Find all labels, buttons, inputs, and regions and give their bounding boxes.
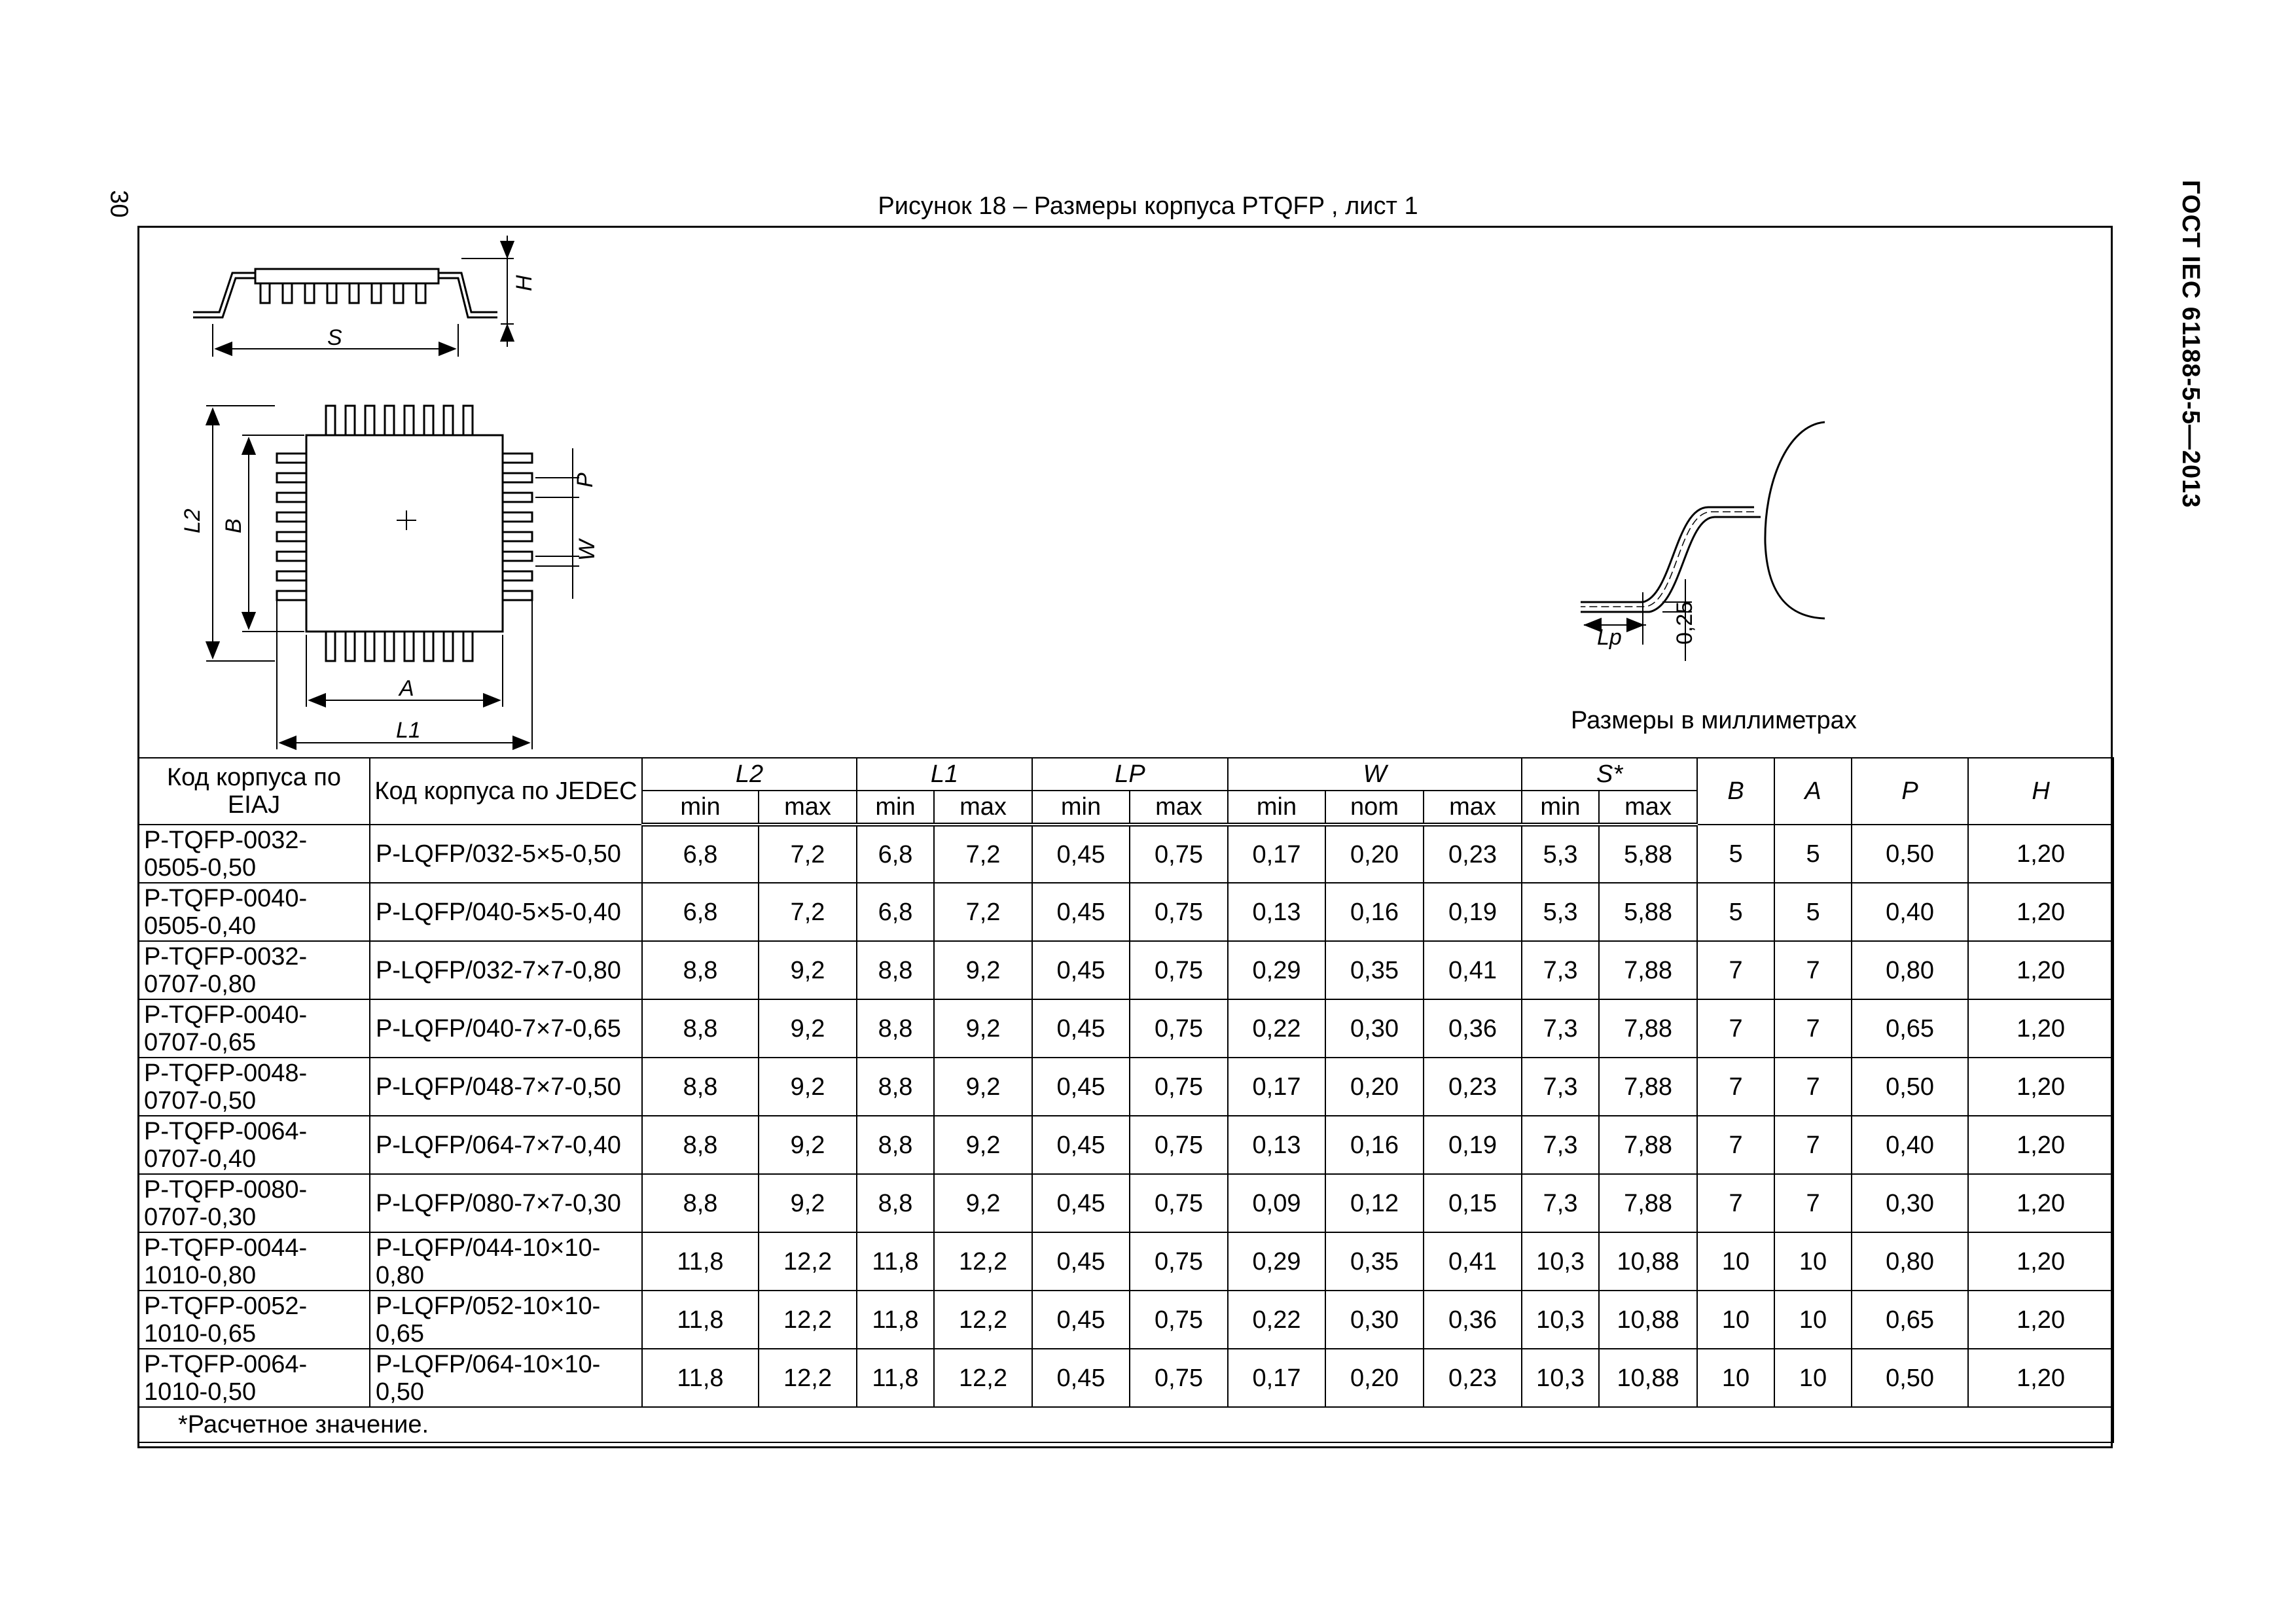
- cell-value: 0,75: [1130, 1291, 1228, 1349]
- cell-jedec-code: P-LQFP/044-10×10-0,80: [370, 1232, 642, 1291]
- figure-title: Рисунок 18 – Размеры корпуса PTQFP , лист 1: [878, 192, 1418, 220]
- cell-value: 11,8: [642, 1291, 759, 1349]
- table-row: [138, 1291, 2113, 1349]
- cell-value: 11,8: [857, 1291, 934, 1349]
- cell-value: 0,17: [1228, 1349, 1325, 1407]
- header-min: min: [1522, 791, 1599, 825]
- cell-value: 0,19: [1424, 1116, 1522, 1174]
- cell-value: 0,09: [1228, 1174, 1325, 1232]
- cell-value: 7: [1774, 999, 1852, 1058]
- cell-value: 7,88: [1599, 1174, 1697, 1232]
- header-p: P: [1852, 758, 1968, 825]
- cell-jedec-code: P-LQFP/032-5×5-0,50: [370, 825, 642, 883]
- cell-value: 0,75: [1130, 999, 1228, 1058]
- cell-value: 9,2: [934, 1058, 1032, 1116]
- cell-jedec-code: P-LQFP/064-10×10-0,50: [370, 1349, 642, 1407]
- cell-value: 5,3: [1522, 883, 1599, 941]
- page-number: 30: [105, 190, 133, 218]
- cell-value: 9,2: [759, 999, 857, 1058]
- cell-value: 7,2: [934, 825, 1032, 883]
- label-w: W: [575, 539, 600, 561]
- cell-value: 0,65: [1852, 999, 1968, 1058]
- cell-value: 0,45: [1032, 1116, 1130, 1174]
- cell-value: 0,16: [1325, 1116, 1424, 1174]
- cell-value: 0,75: [1130, 883, 1228, 941]
- cell-value: 8,8: [857, 1058, 934, 1116]
- header-nom: nom: [1325, 791, 1424, 825]
- cell-value: 7: [1774, 1174, 1852, 1232]
- dimensions-table: [137, 757, 2114, 1443]
- cell-value: 0,35: [1325, 941, 1424, 999]
- cell-value: 7,3: [1522, 1174, 1599, 1232]
- label-l1: L1: [396, 718, 421, 743]
- cell-value: 0,36: [1424, 1291, 1522, 1349]
- cell-value: 0,20: [1325, 1058, 1424, 1116]
- header-jedec: Код корпуса по JEDEC: [370, 758, 642, 825]
- cell-value: 0,45: [1032, 883, 1130, 941]
- cell-value: 8,8: [857, 941, 934, 999]
- cell-value: 0,65: [1852, 1291, 1968, 1349]
- cell-value: 1,20: [1968, 999, 2113, 1058]
- cell-value: 8,8: [642, 941, 759, 999]
- cell-eiaj-code: P-TQFP-0040-0707-0,65: [138, 999, 370, 1058]
- cell-value: 5,88: [1599, 825, 1697, 883]
- cell-value: 10,88: [1599, 1349, 1697, 1407]
- cell-value: 0,45: [1032, 1058, 1130, 1116]
- header-max: max: [1599, 791, 1697, 825]
- cell-value: 0,17: [1228, 1058, 1325, 1116]
- cell-value: 10: [1774, 1291, 1852, 1349]
- cell-value: 0,75: [1130, 1232, 1228, 1291]
- cell-value: 10,3: [1522, 1349, 1599, 1407]
- cell-jedec-code: P-LQFP/032-7×7-0,80: [370, 941, 642, 999]
- cell-value: 7,3: [1522, 1116, 1599, 1174]
- cell-value: 0,35: [1325, 1232, 1424, 1291]
- cell-value: 0,29: [1228, 1232, 1325, 1291]
- header-s: S*: [1522, 758, 1697, 791]
- cell-value: 12,2: [759, 1291, 857, 1349]
- table-row: [138, 941, 2113, 999]
- cell-value: 9,2: [759, 941, 857, 999]
- cell-value: 12,2: [759, 1232, 857, 1291]
- table-body: [138, 825, 2113, 1407]
- header-lp: LP: [1032, 758, 1228, 791]
- cell-value: 0,23: [1424, 825, 1522, 883]
- cell-value: 9,2: [934, 941, 1032, 999]
- cell-value: 7,3: [1522, 999, 1599, 1058]
- cell-value: 1,20: [1968, 1349, 2113, 1407]
- cell-value: 0,13: [1228, 883, 1325, 941]
- cell-jedec-code: P-LQFP/052-10×10-0,65: [370, 1291, 642, 1349]
- label-b: B: [221, 518, 246, 533]
- cell-value: 5: [1774, 883, 1852, 941]
- cell-value: 0,45: [1032, 999, 1130, 1058]
- cell-value: 0,30: [1325, 999, 1424, 1058]
- header-b: B: [1697, 758, 1774, 825]
- header-h: H: [1968, 758, 2113, 825]
- header-min: min: [1228, 791, 1325, 825]
- cell-value: 7,2: [759, 883, 857, 941]
- cell-eiaj-code: P-TQFP-0032-0707-0,80: [138, 941, 370, 999]
- standard-title: ГОСТ IEC 61188-5-5—2013: [2177, 180, 2204, 508]
- header-a: A: [1774, 758, 1852, 825]
- label-h: H: [512, 275, 537, 291]
- table-footnote: *Расчетное значение.: [138, 1407, 2113, 1442]
- cell-value: 8,8: [857, 1116, 934, 1174]
- header-l2: L2: [642, 758, 857, 791]
- cell-value: 7,88: [1599, 1058, 1697, 1116]
- cell-value: 0,17: [1228, 825, 1325, 883]
- cell-value: 0,75: [1130, 1116, 1228, 1174]
- cell-value: 7: [1697, 1174, 1774, 1232]
- cell-value: 10: [1697, 1291, 1774, 1349]
- cell-value: 0,75: [1130, 1174, 1228, 1232]
- cell-value: 0,80: [1852, 1232, 1968, 1291]
- cell-jedec-code: P-LQFP/048-7×7-0,50: [370, 1058, 642, 1116]
- cell-value: 9,2: [759, 1116, 857, 1174]
- cell-value: 12,2: [934, 1349, 1032, 1407]
- cell-value: 0,23: [1424, 1058, 1522, 1116]
- top-view: [206, 406, 579, 749]
- cell-value: 9,2: [934, 999, 1032, 1058]
- cell-value: 0,45: [1032, 1232, 1130, 1291]
- cell-eiaj-code: P-TQFP-0044-1010-0,80: [138, 1232, 370, 1291]
- cell-value: 6,8: [642, 883, 759, 941]
- cell-value: 9,2: [934, 1116, 1032, 1174]
- header-max: max: [759, 791, 857, 825]
- cell-value: 7,2: [759, 825, 857, 883]
- cell-value: 0,12: [1325, 1174, 1424, 1232]
- cell-value: 8,8: [857, 1174, 934, 1232]
- cell-value: 0,45: [1032, 941, 1130, 999]
- cell-value: 5: [1697, 883, 1774, 941]
- label-s: S: [327, 325, 342, 350]
- cell-eiaj-code: P-TQFP-0052-1010-0,65: [138, 1291, 370, 1349]
- cell-value: 11,8: [642, 1349, 759, 1407]
- cell-value: 0,23: [1424, 1349, 1522, 1407]
- label-lp: Lp: [1597, 625, 1622, 650]
- cell-value: 8,8: [642, 1174, 759, 1232]
- cell-value: 0,45: [1032, 825, 1130, 883]
- cell-value: 0,13: [1228, 1116, 1325, 1174]
- cell-jedec-code: P-LQFP/040-5×5-0,40: [370, 883, 642, 941]
- table-row: [138, 999, 2113, 1058]
- cell-value: 7: [1697, 1116, 1774, 1174]
- cell-value: 6,8: [857, 883, 934, 941]
- cell-value: 10,3: [1522, 1232, 1599, 1291]
- cell-value: 1,20: [1968, 1116, 2113, 1174]
- cell-value: 8,8: [642, 999, 759, 1058]
- side-view: [193, 236, 514, 357]
- cell-value: 10: [1774, 1232, 1852, 1291]
- cell-value: 0,41: [1424, 941, 1522, 999]
- cell-value: 10: [1697, 1232, 1774, 1291]
- header-max: max: [1424, 791, 1522, 825]
- table-row: [138, 1174, 2113, 1232]
- cell-value: 7,88: [1599, 1116, 1697, 1174]
- cell-value: 8,8: [642, 1058, 759, 1116]
- package-drawing: [137, 226, 2113, 757]
- cell-value: 0,41: [1424, 1232, 1522, 1291]
- cell-value: 0,22: [1228, 1291, 1325, 1349]
- cell-value: 0,20: [1325, 825, 1424, 883]
- cell-value: 0,45: [1032, 1174, 1130, 1232]
- label-a: A: [399, 676, 414, 701]
- cell-value: 0,50: [1852, 825, 1968, 883]
- cell-eiaj-code: P-TQFP-0080-0707-0,30: [138, 1174, 370, 1232]
- cell-value: 8,8: [857, 999, 934, 1058]
- header-min: min: [642, 791, 759, 825]
- cell-value: 7: [1697, 941, 1774, 999]
- cell-jedec-code: P-LQFP/064-7×7-0,40: [370, 1116, 642, 1174]
- label-p: P: [573, 473, 598, 488]
- cell-value: 1,20: [1968, 941, 2113, 999]
- cell-eiaj-code: P-TQFP-0032-0505-0,50: [138, 825, 370, 883]
- header-min: min: [857, 791, 934, 825]
- cell-value: 12,2: [759, 1349, 857, 1407]
- cell-value: 6,8: [857, 825, 934, 883]
- cell-value: 0,40: [1852, 883, 1968, 941]
- cell-value: 0,40: [1852, 1116, 1968, 1174]
- cell-value: 5,3: [1522, 825, 1599, 883]
- header-w: W: [1228, 758, 1522, 791]
- cell-value: 0,50: [1852, 1349, 1968, 1407]
- cell-value: 12,2: [934, 1232, 1032, 1291]
- cell-value: 1,20: [1968, 1058, 2113, 1116]
- cell-value: 0,80: [1852, 941, 1968, 999]
- cell-value: 7,88: [1599, 999, 1697, 1058]
- cell-value: 0,75: [1130, 825, 1228, 883]
- header-max: max: [1130, 791, 1228, 825]
- cell-value: 11,8: [857, 1232, 934, 1291]
- cell-value: 1,20: [1968, 1291, 2113, 1349]
- cell-value: 0,19: [1424, 883, 1522, 941]
- cell-value: 0,75: [1130, 1349, 1228, 1407]
- header-max: max: [934, 791, 1032, 825]
- cell-value: 1,20: [1968, 1174, 2113, 1232]
- cell-value: 7,88: [1599, 941, 1697, 999]
- cell-value: 10,88: [1599, 1232, 1697, 1291]
- cell-value: 0,15: [1424, 1174, 1522, 1232]
- units-note: Размеры в миллиметрах: [1571, 707, 1857, 734]
- cell-value: 6,8: [642, 825, 759, 883]
- cell-value: 8,8: [642, 1116, 759, 1174]
- cell-value: 0,29: [1228, 941, 1325, 999]
- cell-value: 0,75: [1130, 1058, 1228, 1116]
- cell-eiaj-code: P-TQFP-0064-0707-0,40: [138, 1116, 370, 1174]
- cell-value: 5: [1697, 825, 1774, 883]
- cell-value: 11,8: [857, 1349, 934, 1407]
- cell-value: 1,20: [1968, 1232, 2113, 1291]
- cell-value: 7: [1774, 941, 1852, 999]
- cell-value: 10,88: [1599, 1291, 1697, 1349]
- cell-value: 0,36: [1424, 999, 1522, 1058]
- cell-value: 10: [1774, 1349, 1852, 1407]
- cell-value: 0,45: [1032, 1291, 1130, 1349]
- cell-value: 9,2: [759, 1058, 857, 1116]
- cell-value: 12,2: [934, 1291, 1032, 1349]
- cell-eiaj-code: P-TQFP-0040-0505-0,40: [138, 883, 370, 941]
- cell-value: 7: [1774, 1058, 1852, 1116]
- cell-jedec-code: P-LQFP/080-7×7-0,30: [370, 1174, 642, 1232]
- label-025: 0,25: [1672, 601, 1697, 645]
- cell-eiaj-code: P-TQFP-0048-0707-0,50: [138, 1058, 370, 1116]
- header-eiaj: Код корпуса по EIAJ: [138, 758, 370, 825]
- cell-value: 7: [1697, 1058, 1774, 1116]
- cell-value: 0,30: [1852, 1174, 1968, 1232]
- cell-eiaj-code: P-TQFP-0064-1010-0,50: [138, 1349, 370, 1407]
- header-l1: L1: [857, 758, 1032, 791]
- cell-value: 5,88: [1599, 883, 1697, 941]
- cell-value: 5: [1774, 825, 1852, 883]
- cell-value: 7: [1774, 1116, 1852, 1174]
- cell-value: 7: [1697, 999, 1774, 1058]
- cell-value: 11,8: [642, 1232, 759, 1291]
- table-row: [138, 1058, 2113, 1116]
- cell-value: 1,20: [1968, 825, 2113, 883]
- cell-value: 0,45: [1032, 1349, 1130, 1407]
- cell-value: 0,30: [1325, 1291, 1424, 1349]
- cell-value: 7,3: [1522, 1058, 1599, 1116]
- cell-value: 9,2: [759, 1174, 857, 1232]
- table-row: [138, 1232, 2113, 1291]
- cell-value: 10: [1697, 1349, 1774, 1407]
- table-row: [138, 1349, 2113, 1407]
- cell-value: 7,3: [1522, 941, 1599, 999]
- cell-value: 1,20: [1968, 883, 2113, 941]
- table-row: [138, 1116, 2113, 1174]
- cell-jedec-code: P-LQFP/040-7×7-0,65: [370, 999, 642, 1058]
- cell-value: 0,20: [1325, 1349, 1424, 1407]
- cell-value: 7,2: [934, 883, 1032, 941]
- cell-value: 0,22: [1228, 999, 1325, 1058]
- cell-value: 10,3: [1522, 1291, 1599, 1349]
- table-row: [138, 883, 2113, 941]
- label-l2: L2: [180, 508, 205, 533]
- cell-value: 0,50: [1852, 1058, 1968, 1116]
- cell-value: 0,16: [1325, 883, 1424, 941]
- cell-value: 9,2: [934, 1174, 1032, 1232]
- cell-value: 0,75: [1130, 941, 1228, 999]
- header-min: min: [1032, 791, 1130, 825]
- table-row: [138, 825, 2113, 883]
